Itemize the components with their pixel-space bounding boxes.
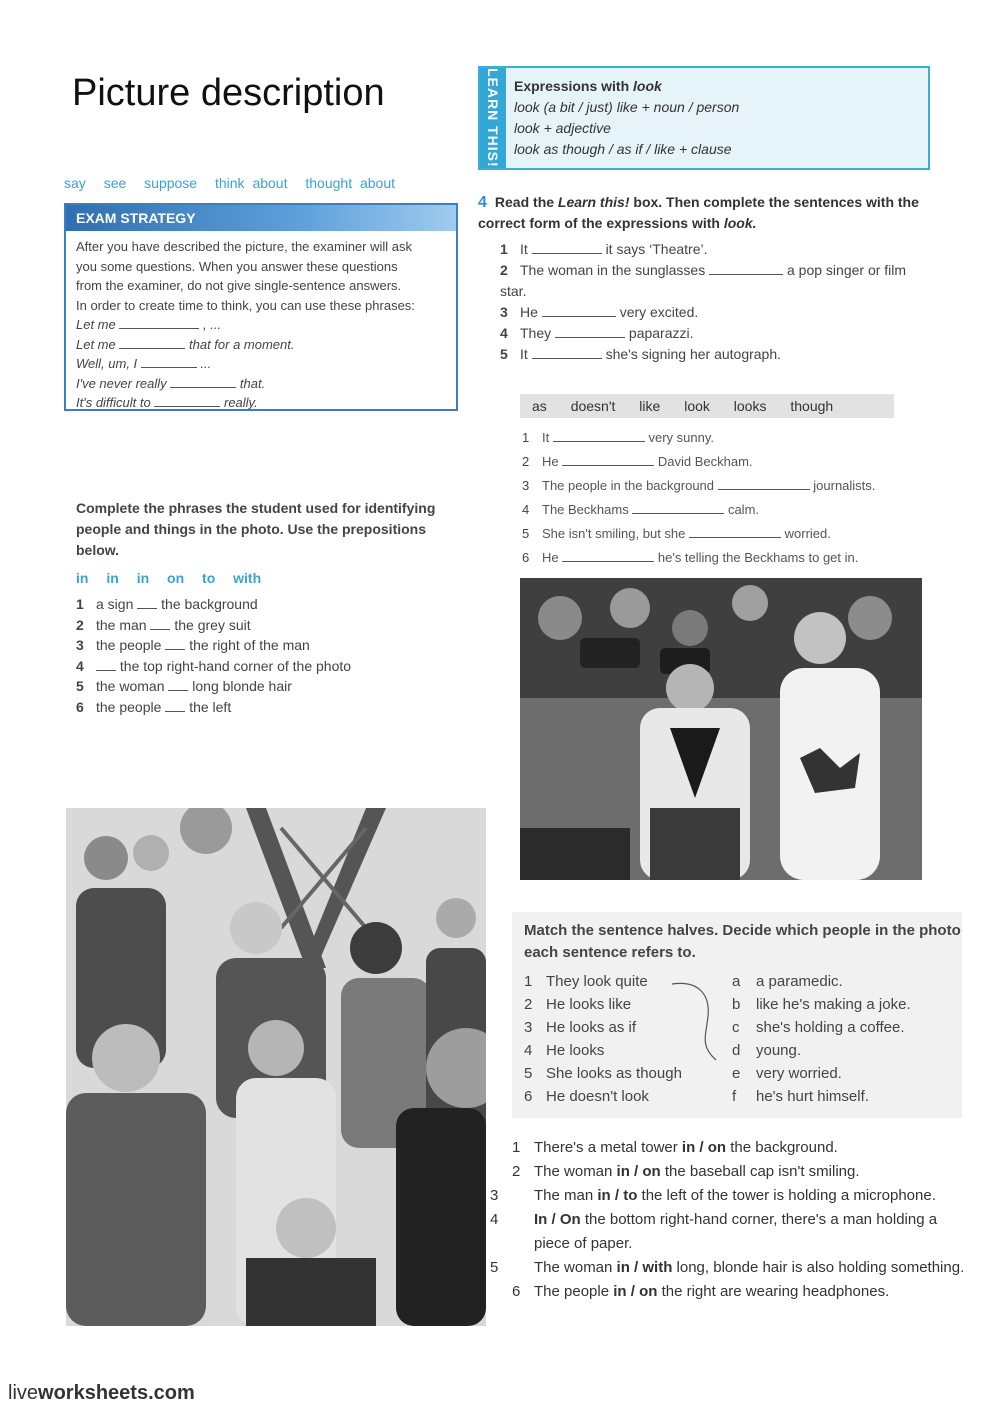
strategy-text-line: from the examiner, do not give single-sentence answers. bbox=[76, 278, 402, 293]
item-number: 1 bbox=[524, 973, 533, 990]
answer-blank[interactable] bbox=[119, 316, 199, 329]
answer-blank[interactable] bbox=[532, 346, 602, 359]
list-item bbox=[522, 474, 875, 498]
item-text: the left of the tower is holding a microphone. bbox=[637, 1187, 936, 1204]
word-option: thought about bbox=[305, 175, 396, 191]
match-line bbox=[670, 976, 720, 1066]
list-item bbox=[76, 594, 351, 615]
learn-this-box bbox=[478, 66, 930, 170]
match-left-item[interactable] bbox=[524, 993, 682, 1016]
choice-options[interactable]: in / on bbox=[613, 1283, 658, 1300]
match-right-item[interactable] bbox=[732, 1039, 911, 1062]
item-number: 4 bbox=[76, 657, 84, 674]
list-item bbox=[522, 498, 875, 522]
answer-blank[interactable] bbox=[542, 304, 616, 317]
item-letter: d bbox=[732, 1042, 741, 1059]
item-end: the top right-hand corner of the photo bbox=[119, 657, 352, 674]
item-end: calm. bbox=[727, 502, 760, 517]
strategy-text-line: In order to create time to think, you can use these phrases: bbox=[76, 297, 415, 313]
item-start: It bbox=[542, 430, 550, 445]
item-number: 5 bbox=[522, 526, 530, 541]
choice-item bbox=[490, 1256, 972, 1280]
exercise-number: 4 bbox=[478, 194, 487, 211]
match-left-item[interactable] bbox=[524, 1016, 682, 1039]
strategy-text-line: you some questions. When you answer these questions bbox=[76, 258, 398, 274]
prepositions-instructions: Complete the phrases the student used for identifying people and things in the photo. Use the prepositions below. bbox=[76, 500, 436, 558]
choice-item bbox=[512, 1280, 972, 1304]
item-start: He bbox=[542, 550, 559, 565]
item-end: he's telling the Beckhams to get in. bbox=[657, 550, 859, 565]
photo-illustration bbox=[520, 578, 922, 880]
item-end: very excited. bbox=[619, 304, 699, 320]
learn-this-tab: LEARN THIS! bbox=[480, 68, 506, 168]
item-letter: b bbox=[732, 996, 741, 1013]
photo-celebrity-couple bbox=[520, 578, 922, 880]
item-end: journalists. bbox=[813, 478, 876, 493]
page-title: Picture description bbox=[72, 72, 385, 114]
item-text: the right are wearing headphones. bbox=[657, 1283, 890, 1300]
answer-blank[interactable] bbox=[170, 375, 236, 388]
item-start: He bbox=[542, 454, 559, 469]
match-right-item[interactable] bbox=[732, 1016, 911, 1039]
exercise-4-instructions bbox=[478, 192, 948, 233]
item-end: paparazzi. bbox=[628, 325, 694, 341]
item-letter: c bbox=[732, 1019, 740, 1036]
exam-strategy-box bbox=[64, 203, 458, 411]
answer-blank[interactable] bbox=[168, 678, 188, 691]
item-text: a paramedic. bbox=[756, 973, 843, 990]
word-options bbox=[64, 175, 405, 191]
photo-crowd-scene bbox=[66, 808, 486, 1326]
item-number: 1 bbox=[500, 241, 508, 257]
list-item bbox=[76, 615, 351, 636]
item-start: It bbox=[520, 346, 528, 362]
exercise-4 bbox=[478, 192, 948, 365]
item-end: it says ‘Theatre’. bbox=[605, 241, 708, 257]
phrase-end: , ... bbox=[203, 317, 222, 332]
item-text: long, blonde hair is also holding something. bbox=[672, 1259, 965, 1276]
word-bank-item: doesn't bbox=[570, 398, 616, 414]
strategy-phrase bbox=[76, 374, 446, 394]
item-start: the woman bbox=[96, 678, 165, 694]
item-text: He looks bbox=[546, 1042, 605, 1059]
item-number: 3 bbox=[76, 637, 84, 653]
strategy-text-line: After you have described the picture, the examiner will ask bbox=[76, 239, 413, 254]
answer-blank[interactable] bbox=[718, 477, 810, 490]
answer-blank[interactable] bbox=[555, 325, 625, 338]
answer-blank[interactable] bbox=[689, 525, 781, 538]
learn-this-content bbox=[514, 76, 739, 160]
list-item bbox=[500, 302, 948, 323]
choice-options[interactable]: in / to bbox=[597, 1187, 638, 1204]
item-end: the grey suit bbox=[174, 616, 251, 633]
word-option: see bbox=[103, 175, 127, 191]
heading-italic: look bbox=[633, 78, 662, 94]
list-item bbox=[76, 676, 351, 697]
answer-blank[interactable] bbox=[562, 549, 654, 562]
answer-blank[interactable] bbox=[553, 429, 645, 442]
item-start: The Beckhams bbox=[542, 502, 629, 517]
item-number: 6 bbox=[512, 1283, 521, 1300]
word-option: suppose bbox=[144, 175, 198, 191]
phrase-end: that for a moment. bbox=[189, 336, 295, 352]
list-item bbox=[500, 323, 948, 344]
item-end: David Beckham. bbox=[657, 454, 753, 469]
item-text: she's holding a coffee. bbox=[756, 1019, 905, 1036]
phrase-start: I've never really bbox=[76, 375, 167, 391]
list-item bbox=[500, 344, 948, 365]
item-end: the background bbox=[161, 596, 258, 612]
item-number: 6 bbox=[522, 550, 530, 565]
answer-blank[interactable] bbox=[137, 596, 157, 609]
word-bank-item: looks bbox=[733, 398, 767, 414]
prepositions-list bbox=[76, 594, 351, 717]
choice-list bbox=[490, 1136, 972, 1304]
strategy-phrase bbox=[76, 354, 446, 374]
item-number: 3 bbox=[500, 304, 508, 320]
item-text: young. bbox=[756, 1042, 802, 1059]
phrase-end: really. bbox=[223, 395, 258, 410]
photo-illustration bbox=[66, 808, 486, 1326]
instr-part: Read the bbox=[494, 194, 555, 210]
strategy-phrase bbox=[76, 393, 446, 413]
match-left-item[interactable] bbox=[524, 1062, 682, 1085]
learn-this-line: look (a bit / just) like + noun / person bbox=[514, 99, 740, 115]
item-start: They bbox=[520, 325, 552, 341]
preposition-word: in bbox=[136, 570, 150, 586]
phrase-start: It's difficult to bbox=[76, 395, 151, 410]
match-left-item[interactable] bbox=[524, 1085, 682, 1108]
item-text: he's hurt himself. bbox=[756, 1088, 869, 1105]
item-end: very sunny. bbox=[648, 430, 714, 445]
item-text: There's a metal tower bbox=[534, 1139, 682, 1156]
list-item bbox=[522, 546, 875, 570]
answer-blank[interactable] bbox=[165, 699, 185, 712]
item-text: The people bbox=[534, 1283, 614, 1300]
phrase-start: Let me bbox=[76, 317, 116, 332]
list-item bbox=[76, 697, 351, 718]
footer-bold: worksheets.com bbox=[38, 1382, 195, 1404]
prepositions-word-bank bbox=[76, 570, 261, 586]
list-item bbox=[500, 260, 920, 302]
item-text: He looks as if bbox=[546, 1019, 637, 1036]
word-option: say bbox=[64, 175, 86, 191]
item-number: 1 bbox=[512, 1139, 521, 1156]
item-text: He looks like bbox=[546, 996, 632, 1013]
choice-item bbox=[512, 1136, 972, 1160]
match-instructions: Match the sentence halves. Decide which people in the photo each sentence refers to. bbox=[524, 922, 961, 961]
learn-this-heading bbox=[514, 76, 739, 97]
item-start: the people bbox=[96, 698, 162, 715]
item-text: the baseball cap isn't smiling. bbox=[660, 1163, 860, 1180]
answer-blank[interactable] bbox=[562, 453, 654, 466]
item-text: The woman bbox=[534, 1259, 617, 1276]
item-number: 5 bbox=[524, 1065, 533, 1082]
item-start: The woman in the sunglasses bbox=[520, 262, 706, 278]
list-item bbox=[76, 656, 351, 677]
item-end: worried. bbox=[784, 526, 831, 541]
item-number: 1 bbox=[522, 430, 530, 445]
item-number: 1 bbox=[76, 596, 84, 612]
item-number: 3 bbox=[522, 478, 530, 493]
match-right-item[interactable] bbox=[732, 993, 911, 1016]
item-text: The man bbox=[534, 1187, 598, 1204]
item-text: She looks as though bbox=[546, 1065, 682, 1082]
preposition-word: on bbox=[167, 570, 185, 586]
item-number: 2 bbox=[522, 454, 530, 469]
word-bank-item: though bbox=[790, 398, 834, 414]
match-right-column bbox=[732, 970, 911, 1108]
strategy-phrase bbox=[76, 315, 446, 335]
phrase-start: Let me bbox=[76, 336, 116, 352]
answer-blank[interactable] bbox=[532, 241, 602, 254]
item-text: the bottom right-hand corner, there's a man holding a piece of paper. bbox=[534, 1211, 938, 1252]
item-start: the people bbox=[96, 637, 162, 653]
phrase-start: Well, um, I bbox=[76, 356, 138, 371]
item-start: She isn't smiling, but she bbox=[542, 526, 686, 541]
phrase-end: that. bbox=[239, 375, 266, 391]
answer-blank[interactable] bbox=[150, 617, 170, 630]
answer-blank[interactable] bbox=[709, 262, 783, 275]
match-left-column bbox=[524, 970, 682, 1108]
item-number: 2 bbox=[512, 1163, 521, 1180]
exercise-4-list bbox=[478, 239, 948, 365]
item-text: He doesn't look bbox=[546, 1088, 649, 1105]
word-option: think about bbox=[214, 175, 288, 191]
learn-this-line: look + adjective bbox=[514, 120, 611, 136]
item-number: 5 bbox=[500, 346, 508, 362]
learn-this-line: look as though / as if / like + clause bbox=[514, 141, 732, 157]
choice-item bbox=[490, 1208, 972, 1256]
item-end: she's signing her autograph. bbox=[605, 346, 782, 362]
item-text: like he's making a joke. bbox=[756, 996, 911, 1013]
preposition-word: in bbox=[76, 570, 89, 586]
preposition-word: with bbox=[233, 570, 262, 586]
match-right-item[interactable] bbox=[732, 1062, 911, 1085]
list-item bbox=[522, 522, 875, 546]
strategy-phrase bbox=[76, 335, 446, 355]
item-number: 6 bbox=[524, 1088, 533, 1105]
item-letter: e bbox=[732, 1065, 741, 1082]
list-item bbox=[522, 450, 875, 474]
answer-blank[interactable] bbox=[165, 637, 185, 650]
item-start: the man bbox=[96, 616, 147, 633]
choice-options[interactable]: in / on bbox=[616, 1163, 661, 1180]
item-end: the right of the man bbox=[189, 637, 310, 653]
preposition-word: in bbox=[106, 570, 119, 586]
answer-blank[interactable] bbox=[154, 394, 220, 407]
item-start: The people in the background bbox=[542, 478, 715, 493]
word-bank-item: like bbox=[639, 398, 661, 414]
item-end: the left bbox=[189, 698, 232, 715]
match-left-item[interactable] bbox=[524, 970, 682, 993]
site-footer-logo[interactable] bbox=[8, 1382, 195, 1405]
item-number: 2 bbox=[524, 996, 533, 1013]
item-number: 4 bbox=[500, 325, 508, 341]
item-number: 6 bbox=[76, 698, 84, 715]
choice-options[interactable]: In / On bbox=[534, 1211, 581, 1228]
instr-part: look. bbox=[723, 215, 757, 231]
item-number: 5 bbox=[490, 1259, 499, 1276]
item-end: a pop singer or film star. bbox=[500, 262, 907, 299]
item-number: 3 bbox=[524, 1019, 533, 1036]
exercise-b-list bbox=[522, 426, 875, 570]
exam-strategy-heading: EXAM STRATEGY bbox=[66, 205, 456, 231]
item-letter: a bbox=[732, 973, 741, 990]
item-letter: f bbox=[732, 1088, 737, 1105]
preposition-word: to bbox=[202, 570, 216, 586]
match-right-item[interactable] bbox=[732, 970, 911, 993]
item-number: 2 bbox=[76, 616, 84, 633]
item-end: long blonde hair bbox=[192, 678, 292, 694]
list-item bbox=[500, 239, 948, 260]
answer-blank[interactable] bbox=[632, 501, 724, 514]
footer-light: live bbox=[8, 1382, 39, 1404]
item-number: 5 bbox=[76, 678, 84, 694]
answer-blank[interactable] bbox=[141, 355, 197, 368]
item-number: 2 bbox=[500, 262, 508, 278]
word-bank-item: as bbox=[532, 398, 547, 414]
choice-item bbox=[490, 1184, 972, 1208]
item-text: The woman bbox=[534, 1163, 617, 1180]
list-item bbox=[522, 426, 875, 450]
match-right-item[interactable] bbox=[732, 1085, 911, 1108]
item-text: very worried. bbox=[756, 1065, 842, 1082]
match-exercise bbox=[512, 912, 962, 1118]
match-left-item[interactable] bbox=[524, 1039, 682, 1062]
item-text: the background. bbox=[726, 1139, 838, 1156]
item-start: It bbox=[520, 241, 528, 257]
choice-item bbox=[512, 1160, 972, 1184]
word-bank-item: look bbox=[684, 398, 710, 414]
item-number: 4 bbox=[522, 502, 530, 517]
item-number: 4 bbox=[524, 1042, 533, 1059]
item-text: They look quite bbox=[546, 973, 648, 990]
exam-strategy-body bbox=[66, 231, 456, 419]
item-start: He bbox=[520, 304, 538, 320]
instr-part: box. Then complete the sentences with the correct form of the expressions with bbox=[478, 194, 919, 231]
instr-part: Learn this! bbox=[557, 194, 630, 210]
choice-options[interactable]: in / with bbox=[616, 1259, 673, 1276]
heading-text: Expressions with bbox=[514, 78, 630, 94]
answer-blank[interactable] bbox=[96, 658, 116, 671]
choice-options[interactable]: in / on bbox=[681, 1139, 727, 1156]
item-start: a sign bbox=[96, 596, 134, 612]
item-number: 4 bbox=[490, 1211, 499, 1228]
list-item bbox=[76, 635, 351, 656]
answer-blank[interactable] bbox=[119, 336, 185, 349]
item-number: 3 bbox=[490, 1187, 499, 1204]
phrase-end: ... bbox=[200, 356, 212, 371]
word-bank bbox=[520, 394, 894, 418]
